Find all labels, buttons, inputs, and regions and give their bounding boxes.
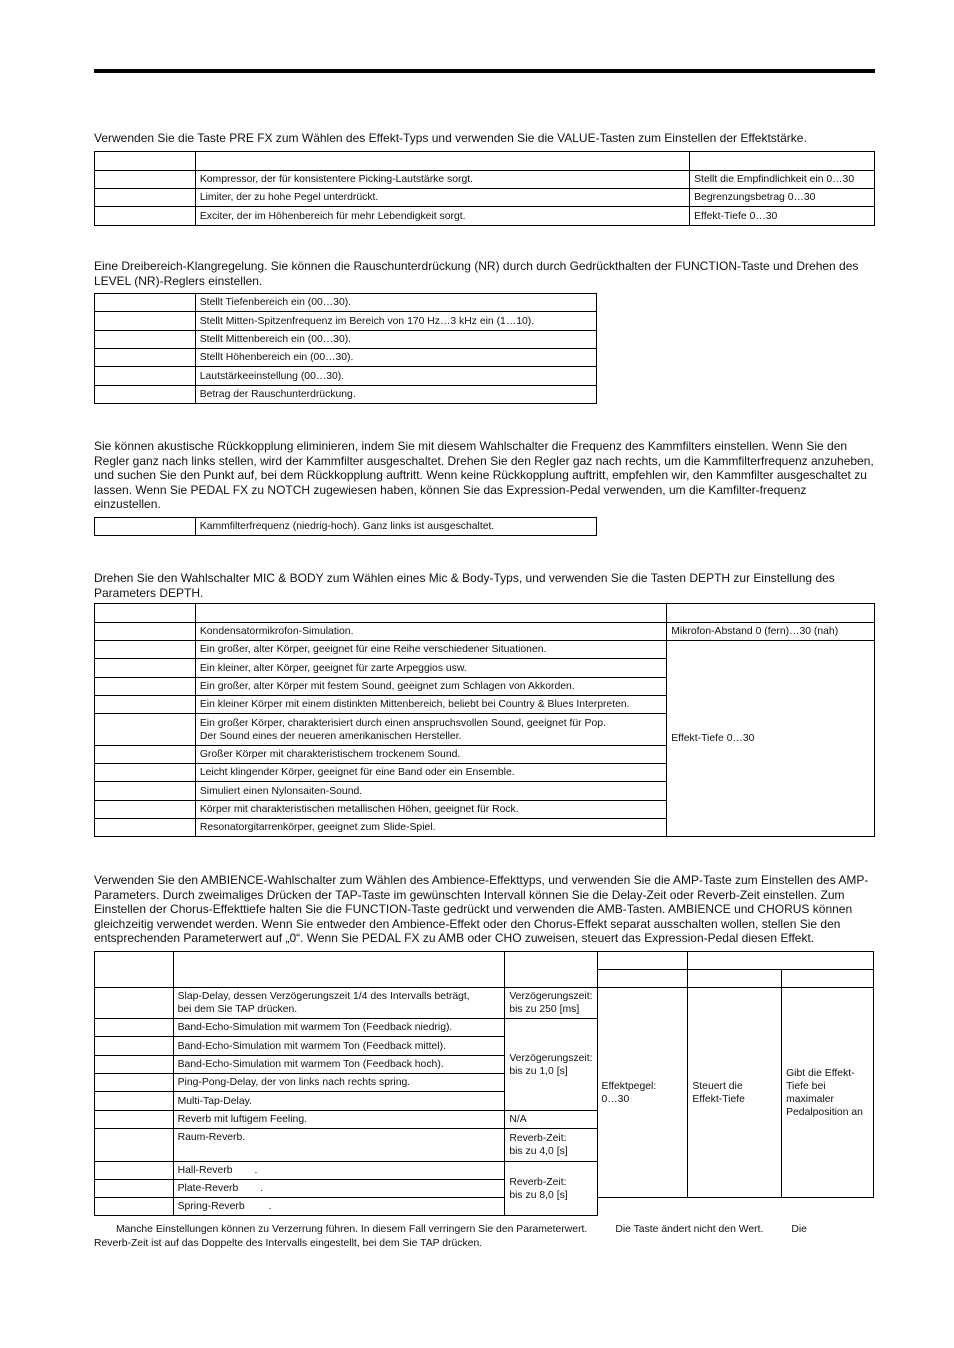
table-row xyxy=(95,189,875,207)
ambience-time xyxy=(505,1162,597,1216)
eq-desc: Stellt Mitten-Spitzenfrequenz im Bereich von 170 Hz…3 kHz ein (1…10). xyxy=(195,312,596,331)
chorus-param-line1: Steuert die xyxy=(692,1080,743,1092)
ambience-desc: Band-Echo-Simulation mit warmem Ton (Feedback mittel). xyxy=(173,1037,505,1056)
ambience-desc: Ping-Pong-Delay, der von links nach rechts spring. xyxy=(173,1074,505,1092)
amp-param-line2: 0…30 xyxy=(601,1093,630,1105)
mic-body-param: Mikrofon-Abstand 0 (fern)…30 (nah) xyxy=(667,623,875,641)
cell-spacer xyxy=(874,1180,875,1198)
eq-desc: Lautstärkeeinstellung (00…30). xyxy=(195,367,596,386)
ambience-amp-param xyxy=(597,988,688,1198)
ambience-time: N/A xyxy=(505,1111,597,1129)
table-row xyxy=(95,349,597,367)
ambience-desc-line1: Slap-Delay, dessen Verzögerungszeit 1/4 des Intervalls beträgt, xyxy=(177,991,470,1002)
mic-body-desc: Kondensatormikrofon-Simulation. xyxy=(195,623,666,641)
footnote-1: Manche Einstellungen können zu Verzerrung führen. In diesem Fall verringern Sie den Parameterwert. xyxy=(116,1224,588,1235)
eq-desc: Stellt Tiefenbereich ein (00…30). xyxy=(195,294,596,312)
ambience-time-value: bis zu 250 [ms] xyxy=(509,1004,580,1015)
ambience-table xyxy=(94,951,875,1216)
table-row xyxy=(95,331,597,349)
mic-body-desc: Resonatorgitarrenkörper, geeignet zum Slide-Spiel. xyxy=(195,819,666,837)
eq-desc: Betrag der Rauschunterdrückung. xyxy=(195,386,596,404)
pre-fx-param: Effekt-Tiefe 0…30 xyxy=(690,207,875,226)
ambience-desc-text: Hall-Reverb xyxy=(177,1165,233,1176)
ambience-desc: Band-Echo-Simulation mit warmem Ton (Feedback niedrig). xyxy=(173,1019,505,1037)
ambience-intro: Verwenden Sie den AMBIENCE-Wahlschalter zum Wählen des Ambience-Effekttyps, und verwenden Sie die AMP-Taste zum Einstellen des AMP-Parameters. Durch zweimaliges Drücken der TAP-Taste im gewünschten Intervall können Sie die Delay-Zeit oder Reverb-Zeit einstellen. Zum Einstellen der Chorus-Effekttiefe halten Sie die FUNCTION-Taste gedrückt und verwenden die AMB-Tasten. AMBIENCE und CHORUS können gleichzeitig verwendet werden. Wenn Sie entweder den Ambience-Effekt oder den Chorus-Effekt separat ausschalten wollen, stellen Sie den entsprechenden Parameterwert auf „0“. Wenn Sie PEDAL FX zu AMB oder CHO zuweisen, steuert das Expression-Pedal diesen Effekt. xyxy=(94,873,869,946)
ambience-chorus-param xyxy=(688,988,782,1198)
footnote xyxy=(94,1223,854,1251)
pedal-param-line2: Tiefe bei xyxy=(786,1080,826,1092)
eq-desc: Stellt Höhenbereich ein (00…30). xyxy=(195,349,596,367)
mic-body-desc: Großer Körper mit charakteristischem trockenem Sound. xyxy=(195,746,666,764)
mic-body-table xyxy=(94,603,875,837)
ambience-desc-dot: . xyxy=(254,1165,258,1176)
ambience-desc: Multi-Tap-Delay. xyxy=(173,1092,505,1111)
table-row xyxy=(95,367,597,386)
mic-body-desc: Ein großer, alter Körper, geeignet für eine Reihe verschiedener Situationen. xyxy=(195,641,666,659)
pre-fx-desc: Kompressor, der für konsistentere Picking-Lautstärke sorgt. xyxy=(195,171,689,189)
table-header-row xyxy=(95,952,875,970)
ambience-desc: Band-Echo-Simulation mit warmem Ton (Feedback hoch). xyxy=(173,1056,505,1074)
ambience-desc xyxy=(173,988,505,1019)
ambience-time-value: bis zu 1,0 [s] xyxy=(509,1065,568,1077)
pedal-param-line1: Gibt die Effekt- xyxy=(786,1067,855,1079)
eq-intro: Eine Dreibereich-Klangregelung. Sie können die Rauschunterdrückung (NR) durch durch Gedrückthalten der FUNCTION-Taste und Drehen des LEVEL (NR)-Reglers einstellen. xyxy=(94,259,859,288)
ambience-desc-line2: bei dem Sie TAP drücken. xyxy=(177,1004,298,1015)
table-row xyxy=(95,641,875,659)
mic-body-desc: Leicht klingender Körper, geeignet für eine Band oder ein Ensemble. xyxy=(195,764,666,782)
ambience-desc xyxy=(173,1198,505,1216)
mic-body-desc: Ein kleiner, alter Körper, geeignet für zarte Arpeggios usw. xyxy=(195,659,666,678)
pre-fx-param: Begrenzungsbetrag 0…30 xyxy=(690,189,875,207)
ambience-desc xyxy=(173,1162,505,1180)
ambience-time xyxy=(505,1129,597,1162)
mic-body-desc: Simuliert einen Nylonsaiten-Sound. xyxy=(195,782,666,801)
ambience-time-label: Reverb-Zeit: xyxy=(509,1176,567,1188)
ambience-desc-text: Spring-Reverb xyxy=(177,1201,245,1212)
mic-body-shared-param: Effekt-Tiefe 0…30 xyxy=(667,641,875,837)
header-rule xyxy=(94,69,875,73)
footnote-3b: Reverb-Zeit ist auf das Doppelte des Intervalls eingestellt, bei dem Sie TAP drücken. xyxy=(94,1238,483,1249)
ambience-time-value: bis zu 4,0 [s] xyxy=(509,1146,568,1157)
footnote-3a: Die xyxy=(791,1224,807,1235)
table-header-row xyxy=(95,604,875,623)
pre-fx-desc: Exciter, der im Höhenbereich für mehr Lebendigkeit sorgt. xyxy=(195,207,689,226)
notch-desc: Kammfilterfrequenz (niedrig-hoch). Ganz links ist ausgeschaltet. xyxy=(195,518,596,536)
ambience-time-label: Verzögerungszeit: xyxy=(509,1052,593,1064)
chorus-param-line2: Effekt-Tiefe xyxy=(692,1093,745,1105)
ambience-time-label: Reverb-Zeit: xyxy=(509,1133,567,1144)
pedal-param-line4: Pedalposition an xyxy=(786,1106,863,1118)
ambience-time-value: bis zu 8,0 [s] xyxy=(509,1189,568,1201)
mic-body-desc: Körper mit charakteristischen metallischen Höhen, geeignet für Rock. xyxy=(195,801,666,819)
notch-table xyxy=(94,517,597,536)
notch-intro: Sie können akustische Rückkopplung eliminieren, indem Sie mit diesem Wahlschalter die Frequenz des Kammfilters einstellen. Wenn Sie den Regler ganz nach links stellen, wird der Kammfilter ausgeschaltet. Drehen Sie den Regler gaz nach rechts, um die Kammfilterfrequenz anzuheben, und suchen Sie den Punkt auf, bei dem Rückkopplung auftritt. Wenn keine Rückkopplung auftritt, empfehlen wir, den Kammfilter ausgeschaltet zu lassen. Wenn Sie PEDAL FX zu NOTCH zugewiesen haben, können Sie das Expression-Pedal verwenden, um die Kamfilter-frequenz einzustellen. xyxy=(94,439,874,512)
table-row xyxy=(95,312,597,331)
table-row xyxy=(95,988,875,1019)
mic-body-desc: Ein großer, alter Körper mit festem Sound, geeignet zum Schlagen von Akkorden. xyxy=(195,678,666,696)
pre-fx-intro: Verwenden Sie die Taste PRE FX zum Wählen des Effekt-Typs und verwenden Sie die VALUE-Tasten zum Einstellen der Effektstärke. xyxy=(94,131,807,145)
pre-fx-table xyxy=(94,151,875,226)
pre-fx-desc: Limiter, der zu hohe Pegel unterdrückt. xyxy=(195,189,689,207)
mic-body-desc-two-line xyxy=(195,714,666,746)
ambience-pedal-param xyxy=(782,988,874,1198)
ambience-time xyxy=(505,1019,597,1111)
eq-desc: Stellt Mittenbereich ein (00…30). xyxy=(195,331,596,349)
table-row xyxy=(95,171,875,189)
table-header-row xyxy=(95,152,875,171)
ambience-desc-dot: . xyxy=(260,1183,264,1194)
amp-param-line1: Effektpegel: xyxy=(601,1080,657,1092)
ambience-desc: Reverb mit luftigem Feeling. xyxy=(173,1111,505,1129)
footnote-2: Die Taste ändert nicht den Wert. xyxy=(615,1224,764,1235)
ambience-time xyxy=(505,988,597,1019)
mic-body-intro: Drehen Sie den Wahlschalter MIC & BODY zum Wählen eines Mic & Body-Typs, und verwenden Sie die Tasten DEPTH zur Einstellung des Parameters DEPTH. xyxy=(94,571,835,600)
eq-table xyxy=(94,293,597,404)
table-row xyxy=(95,294,597,312)
table-row xyxy=(95,386,597,404)
ambience-desc: Raum-Reverb. xyxy=(173,1129,505,1162)
mic-body-desc-line2: Der Sound eines der neueren amerikanischen Hersteller. xyxy=(199,730,462,742)
cell-spacer xyxy=(597,1198,688,1216)
pedal-param-line3: maximaler xyxy=(786,1093,834,1105)
table-row xyxy=(95,518,597,536)
ambience-desc-text: Plate-Reverb xyxy=(177,1183,239,1194)
pre-fx-param: Stellt die Empfindlichkeit ein 0…30 xyxy=(690,171,875,189)
ambience-desc xyxy=(173,1180,505,1198)
mic-body-desc: Ein kleiner Körper mit einem distinkten Mittenbereich, beliebt bei Country & Blues Interpreten. xyxy=(195,696,666,714)
mic-body-desc-line1: Ein großer Körper, charakterisiert durch einen anspruchsvollen Sound, geeignet für Pop. xyxy=(199,717,606,729)
ambience-time-label: Verzögerungszeit: xyxy=(509,991,593,1002)
ambience-desc-dot: . xyxy=(268,1201,272,1212)
table-row xyxy=(95,623,875,641)
table-row xyxy=(95,1198,875,1216)
table-row xyxy=(95,207,875,226)
